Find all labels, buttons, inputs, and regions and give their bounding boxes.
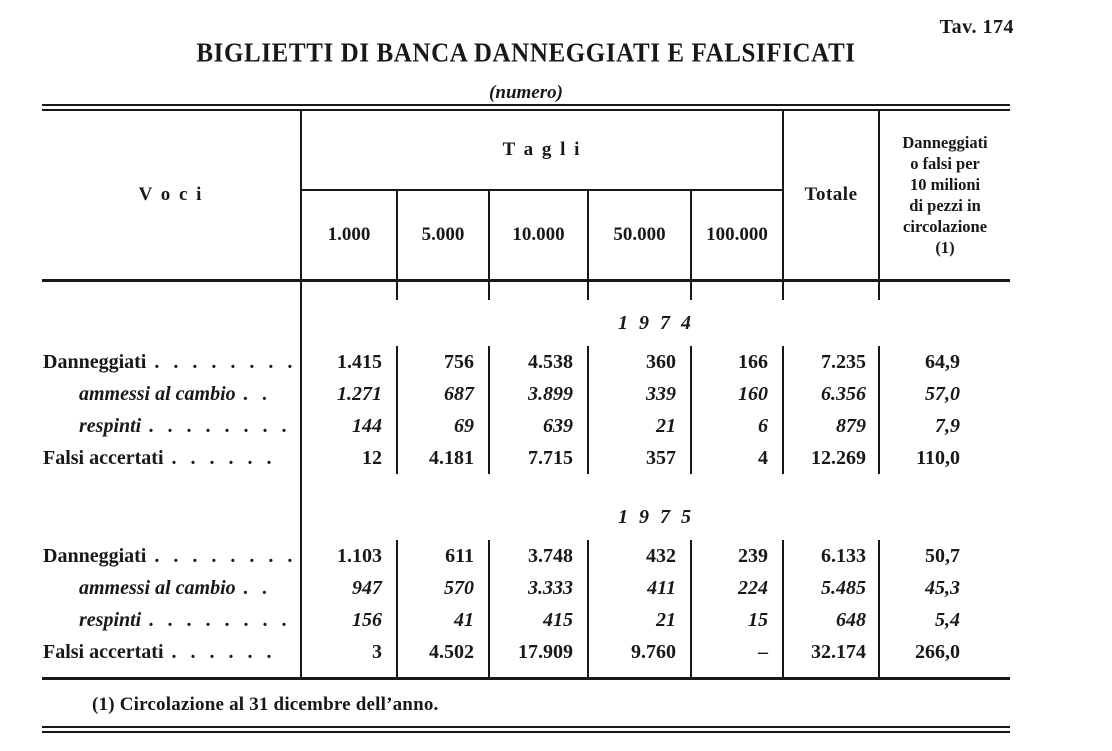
table-row xyxy=(42,604,1010,636)
value-cell: 1.271 xyxy=(337,382,382,405)
statistical-table xyxy=(42,104,1010,733)
value-cell: 1.103 xyxy=(337,544,382,567)
value-cell: 6.133 xyxy=(783,540,879,572)
value-cell: 15 xyxy=(691,604,783,636)
value-cell: 3.333 xyxy=(489,572,588,604)
value-cell: 639 xyxy=(489,410,588,442)
data-table xyxy=(42,111,1010,680)
dot-leader: . . xyxy=(243,382,270,405)
row-label-cell xyxy=(42,540,301,572)
value-cell: 6.356 xyxy=(783,378,879,410)
header-line: Danneggiati xyxy=(902,133,988,152)
top-double-rule xyxy=(42,104,1010,111)
value-cell: 7,9 xyxy=(879,410,1010,442)
value-cell: 64,9 xyxy=(879,346,1010,378)
value-cell: 7.235 xyxy=(783,346,879,378)
row-label: respinti xyxy=(79,608,142,631)
header-line: di pezzi in xyxy=(909,196,981,215)
spacer-cell xyxy=(42,668,301,679)
column-header-denomination: 100.000 xyxy=(691,190,783,281)
table-row xyxy=(42,346,1010,378)
bottom-double-rule xyxy=(42,726,1010,733)
value-cell: 224 xyxy=(691,572,783,604)
spacer-cell xyxy=(783,668,879,679)
value-cell: 4 xyxy=(691,442,783,474)
dot-leader: . . . . . . . . xyxy=(149,608,290,631)
column-header-denomination: 10.000 xyxy=(489,190,588,281)
value-cell: 12 xyxy=(362,446,382,469)
spacer-cell xyxy=(879,668,1010,679)
year-row xyxy=(42,300,1010,346)
value-cell: 5,4 xyxy=(879,604,1010,636)
value-cell: 611 xyxy=(397,540,489,572)
value-cell: 570 xyxy=(397,572,489,604)
spacer-cell xyxy=(588,668,691,679)
dot-leader: . . . . . . xyxy=(171,640,274,663)
value-cell: 756 xyxy=(397,346,489,378)
column-header-denomination: 1.000 xyxy=(301,190,397,281)
spacer-cell xyxy=(489,281,588,301)
header-line: circolazione xyxy=(903,217,988,236)
year-label: 1 9 7 4 xyxy=(618,311,695,334)
spacer-cell xyxy=(42,281,301,301)
dot-leader: . . . . . . . . xyxy=(154,544,295,567)
value-cell: 57,0 xyxy=(879,378,1010,410)
value-cell: 50,7 xyxy=(879,540,1010,572)
dot-leader: . . . . . . . . xyxy=(149,414,290,437)
value-cell: 266,0 xyxy=(879,636,1010,668)
spacer-cell xyxy=(42,494,301,540)
table-row xyxy=(42,442,1010,474)
dot-leader: . . xyxy=(243,576,270,599)
value-cell: 3.899 xyxy=(489,378,588,410)
value-cell: 21 xyxy=(588,604,691,636)
page-subtitle: (numero) xyxy=(489,82,563,103)
spacer-cell xyxy=(301,474,1010,494)
value-cell: 144 xyxy=(352,414,382,437)
row-label-cell xyxy=(42,604,301,636)
dot-leader: . . . . . . . . xyxy=(154,350,295,373)
column-header-denomination: 50.000 xyxy=(588,190,691,281)
value-cell: 6 xyxy=(691,410,783,442)
value-cell: 160 xyxy=(691,378,783,410)
value-cell: 1.415 xyxy=(337,350,382,373)
value-cell: 415 xyxy=(489,604,588,636)
value-cell: 339 xyxy=(588,378,691,410)
spacer-cell xyxy=(783,281,879,301)
header-stub-row xyxy=(42,281,1010,301)
value-cell: 7.715 xyxy=(489,442,588,474)
spacer-cell xyxy=(588,281,691,301)
header-line: o falsi per xyxy=(910,154,980,173)
spacer-cell xyxy=(489,668,588,679)
value-cell: 9.760 xyxy=(588,636,691,668)
value-cell: 432 xyxy=(588,540,691,572)
title-block xyxy=(42,40,1010,104)
dot-leader: . . . . . . xyxy=(171,446,274,469)
table-number: Tav. 174 xyxy=(939,16,1014,38)
value-cell: 17.909 xyxy=(489,636,588,668)
value-cell: 4.538 xyxy=(489,346,588,378)
value-cell: 69 xyxy=(397,410,489,442)
row-label: Falsi accertati xyxy=(43,446,164,469)
header-line: (1) xyxy=(935,238,955,257)
row-label-cell xyxy=(42,378,301,410)
spacer-cell xyxy=(301,281,397,301)
column-header-ratio xyxy=(879,111,1010,281)
spacer-cell xyxy=(42,474,301,494)
column-header-totale: Totale xyxy=(783,111,879,281)
column-header-voci: V o c i xyxy=(42,111,301,281)
value-cell: 411 xyxy=(588,572,691,604)
page-title: BIGLIETTI DI BANCA DANNEGGIATI E FALSIFICATI xyxy=(196,38,856,69)
table-row xyxy=(42,636,1010,668)
section-gap-row xyxy=(42,474,1010,494)
value-cell: 879 xyxy=(783,410,879,442)
row-label-cell xyxy=(42,410,301,442)
value-cell: 360 xyxy=(588,346,691,378)
value-cell: 12.269 xyxy=(783,442,879,474)
spacer-cell xyxy=(42,300,301,346)
value-cell: – xyxy=(691,636,783,668)
value-cell: 687 xyxy=(397,378,489,410)
row-label-cell xyxy=(42,442,301,474)
table-row xyxy=(42,572,1010,604)
spacer-cell xyxy=(397,668,489,679)
value-cell: 4.181 xyxy=(397,442,489,474)
table-row xyxy=(42,540,1010,572)
row-label-cell xyxy=(42,346,301,378)
value-cell: 947 xyxy=(352,576,382,599)
value-cell: 239 xyxy=(691,540,783,572)
spacer-cell xyxy=(691,281,783,301)
row-label: ammessi al cambio xyxy=(79,576,236,599)
value-cell: 3.748 xyxy=(489,540,588,572)
value-cell: 166 xyxy=(691,346,783,378)
value-cell: 21 xyxy=(588,410,691,442)
column-header-denomination: 5.000 xyxy=(397,190,489,281)
spacer-cell xyxy=(691,668,783,679)
value-cell: 45,3 xyxy=(879,572,1010,604)
column-header-tagli: T a g l i xyxy=(301,111,783,190)
value-cell: 32.174 xyxy=(783,636,879,668)
row-label: Danneggiati xyxy=(43,350,147,373)
value-cell: 357 xyxy=(588,442,691,474)
spacer-cell xyxy=(397,281,489,301)
row-label-cell xyxy=(42,636,301,668)
value-cell: 41 xyxy=(397,604,489,636)
value-cell: 156 xyxy=(352,608,382,631)
value-cell: 3 xyxy=(372,640,382,663)
row-label-cell xyxy=(42,572,301,604)
row-label: respinti xyxy=(79,414,142,437)
value-cell: 110,0 xyxy=(879,442,1010,474)
header-row-top xyxy=(42,111,1010,190)
row-label: Danneggiati xyxy=(43,544,147,567)
footer-stub-row xyxy=(42,668,1010,679)
table-row xyxy=(42,378,1010,410)
spacer-cell xyxy=(301,668,397,679)
header-line: 10 milioni xyxy=(909,175,981,194)
spacer-cell xyxy=(879,281,1010,301)
row-label: Falsi accertati xyxy=(43,640,164,663)
row-label: ammessi al cambio xyxy=(79,382,236,405)
table-row xyxy=(42,410,1010,442)
year-label: 1 9 7 5 xyxy=(618,505,695,528)
value-cell: 5.485 xyxy=(783,572,879,604)
year-row xyxy=(42,494,1010,540)
value-cell: 648 xyxy=(783,604,879,636)
value-cell: 4.502 xyxy=(397,636,489,668)
footnote: (1) Circolazione al 31 dicembre dell’anno. xyxy=(92,694,439,715)
